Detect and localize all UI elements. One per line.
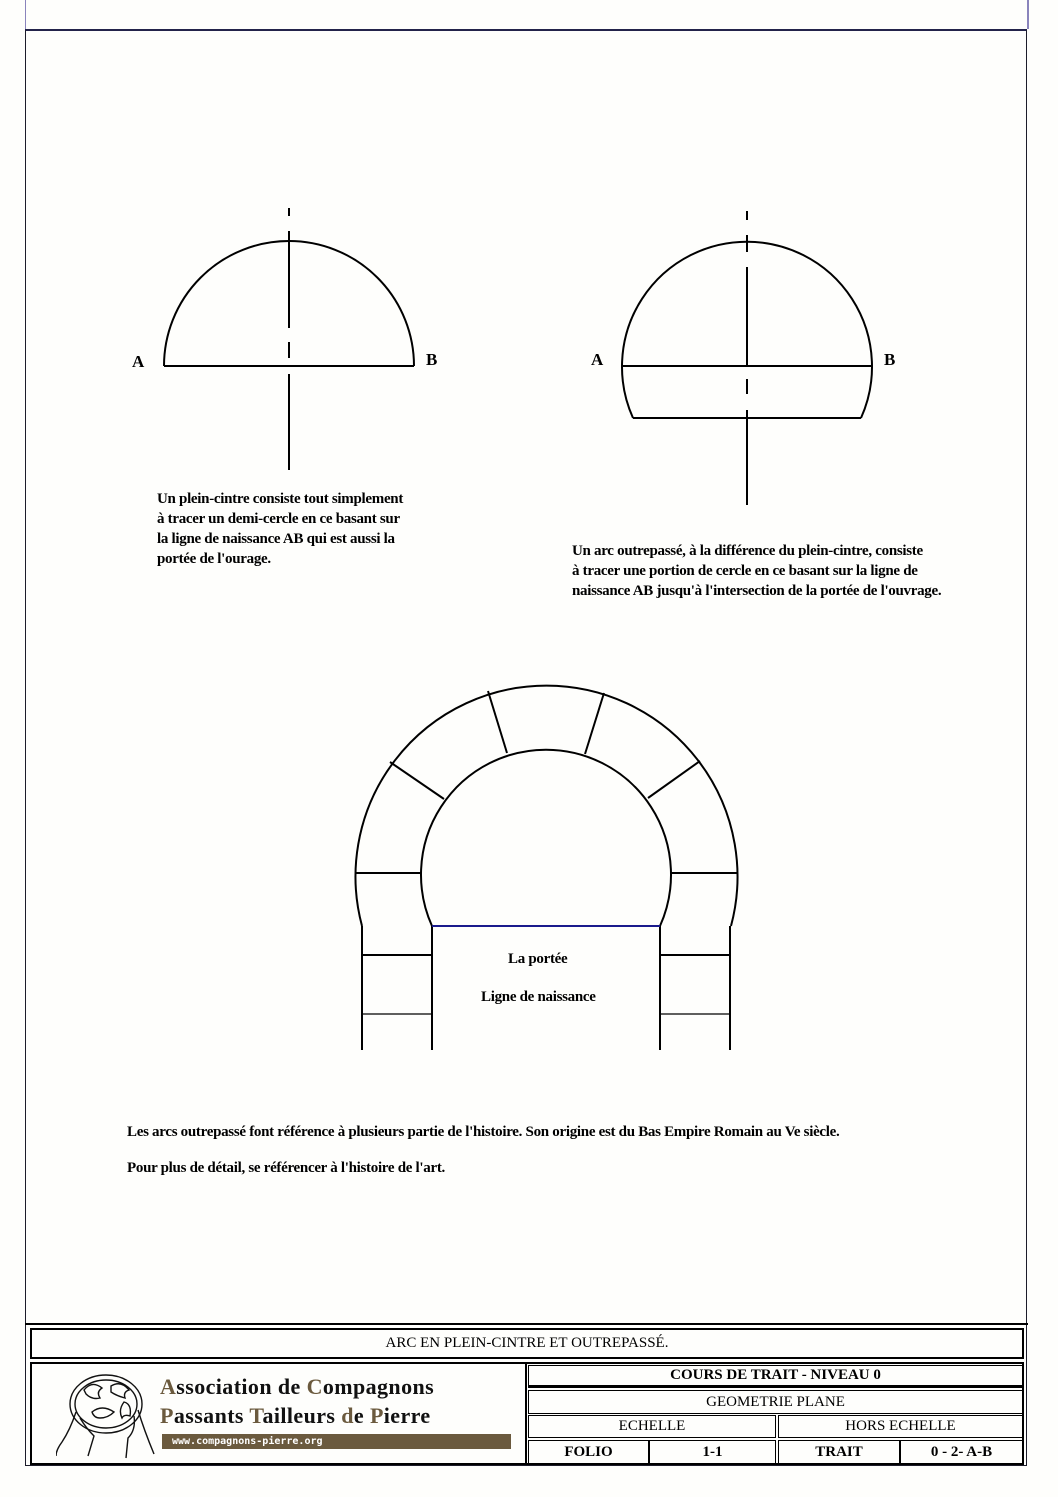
logo-initial: A xyxy=(160,1374,177,1399)
course-cell: COURS DE TRAIT - NIVEAU 0 xyxy=(528,1365,1023,1388)
caption-line: Un plein-cintre consiste tout simplement xyxy=(157,491,404,507)
logo-word: assants xyxy=(173,1403,250,1428)
outer-arc xyxy=(356,686,738,926)
title-block-separator xyxy=(25,1323,1028,1325)
logo-word: ssociation de xyxy=(176,1374,307,1399)
logo-word: ailleurs xyxy=(262,1403,342,1428)
scale-value-cell: HORS ECHELLE xyxy=(778,1415,1023,1438)
note-history: Les arcs outrepassé font référence à plusieurs partie de l'histoire. Son origine est du Bas Empire Romain au Ve siècle. xyxy=(127,1124,840,1140)
caption-line: la ligne de naissance AB qui est aussi la xyxy=(157,531,395,547)
voussoir-joint xyxy=(488,691,507,753)
figure-plein-cintre xyxy=(164,208,414,470)
point-label-b: B xyxy=(426,350,438,369)
folio-label-cell: FOLIO xyxy=(528,1440,649,1464)
inner-arc xyxy=(421,750,671,926)
logo-word: ompagnons xyxy=(322,1374,435,1399)
point-label-a: A xyxy=(132,352,145,371)
trait-value-cell: 0 - 2- A-B xyxy=(900,1440,1023,1464)
note-reference: Pour plus de détail, se référencer à l'histoire de l'art. xyxy=(127,1160,445,1176)
label-ligne-naissance: Ligne de naissance xyxy=(481,989,596,1005)
label-portee: La portée xyxy=(508,951,568,967)
subject-cell: GEOMETRIE PLANE xyxy=(528,1390,1023,1414)
caption-line: portée de l'ourage. xyxy=(157,551,271,567)
logo-word: e xyxy=(353,1403,370,1428)
logo-title-line1 xyxy=(160,1374,434,1400)
logo-initial: P xyxy=(160,1403,174,1428)
point-label-b: B xyxy=(884,350,896,369)
drawing-title: ARC EN PLEIN-CINTRE ET OUTREPASSÉ. xyxy=(30,1328,1024,1359)
logo-initial: P xyxy=(369,1403,384,1428)
caption-plein-cintre xyxy=(157,489,403,569)
caption-line: à tracer un demi-cercle en ce basant sur xyxy=(157,511,400,527)
logo-initial: T xyxy=(249,1403,263,1428)
point-label-a: A xyxy=(591,350,604,369)
logo-hands-stone-icon xyxy=(56,1368,156,1460)
voussoir-joint xyxy=(390,762,444,799)
logo-initial: d xyxy=(341,1403,354,1428)
caption-line: naissance AB jusqu'à l'intersection de la portée de l'ouvrage. xyxy=(572,583,942,599)
caption-outrepasse xyxy=(572,541,941,601)
caption-line: Un arc outrepassé, à la différence du plein-cintre, consiste xyxy=(572,543,923,559)
logo-initial: C xyxy=(306,1374,323,1399)
caption-line: à tracer une portion de cercle en ce basant sur la ligne de xyxy=(572,563,918,579)
voussoir-joint xyxy=(648,761,700,798)
logo-word: ierre xyxy=(383,1403,431,1428)
figure-outrepasse xyxy=(622,211,872,505)
folio-value-cell: 1-1 xyxy=(649,1440,776,1464)
voussoir-joint xyxy=(585,693,604,754)
logo-title-line2 xyxy=(160,1403,431,1429)
trait-label-cell: TRAIT xyxy=(778,1440,900,1464)
logo-url: www.compagnons-pierre.org xyxy=(162,1434,511,1449)
scale-label-cell: ECHELLE xyxy=(528,1415,776,1438)
